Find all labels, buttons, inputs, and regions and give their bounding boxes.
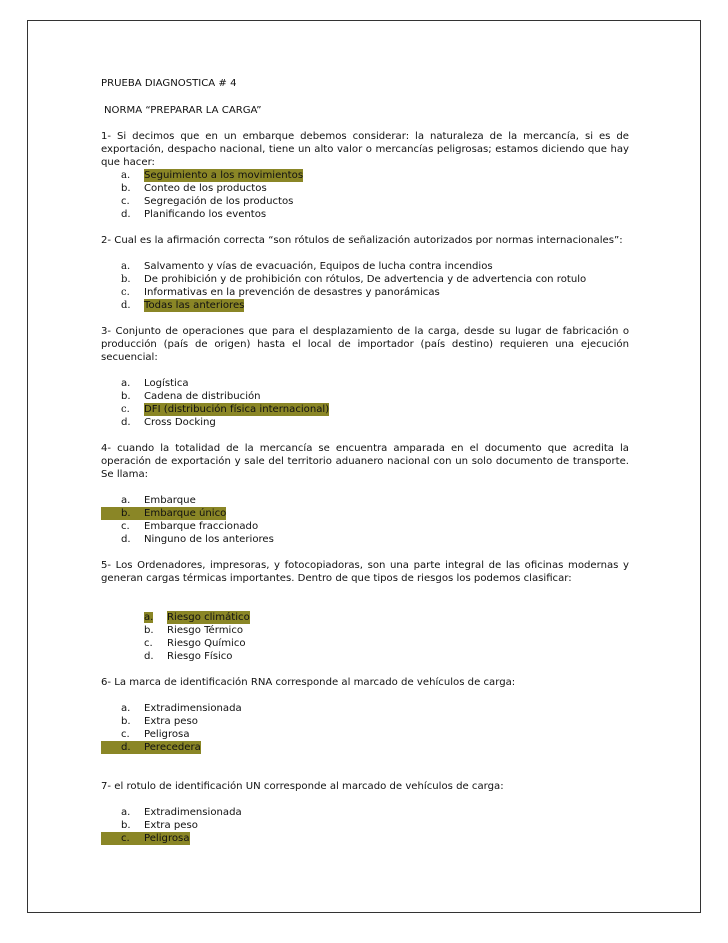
option-text: Extradimensionada [144,703,242,714]
option-letter: b. [121,820,131,831]
question-7-text: 7- el rotulo de identificación UN corresponde al marcado de vehículos de carga: [101,781,504,792]
question-2-option-d [101,299,629,312]
question-6-text: 6- La marca de identificación RNA corresponde al marcado de vehículos de carga: [101,677,516,688]
option-letter: b. [101,507,144,520]
question-6-option-d [101,741,629,754]
question-3-option-d [101,416,629,429]
question-5-text: 5- Los Ordenadores, impresoras, y fotocopiadoras, son una parte integral de las oficinas modernas y generan cargas térmicas importantes. Dentro de que tipos de riesgos los podemos clasificar: [101,560,629,584]
option-letter: a. [121,807,131,818]
option-text-highlighted: DFI (distribución física internacional) [144,404,330,415]
option-letter: c. [121,404,130,415]
question-7-option-c [101,832,629,845]
option-letter: a. [121,378,131,389]
option-letter: b. [121,391,131,402]
document-body [101,77,629,858]
option-letter: c. [144,638,153,649]
option-text-highlighted: Seguimiento a los movimientos [144,170,304,181]
option-letter: c. [121,196,130,207]
question-2-option-c [101,286,629,299]
option-text: Riesgo Térmico [167,625,244,636]
option-text: Cadena de distribución [144,391,261,402]
option-letter-highlight: a. [144,612,154,623]
option-text-highlighted: Perecedera [144,742,201,753]
question-5-option-c [101,637,629,650]
question-3-option-b [101,390,629,403]
option-letter: b. [121,274,131,285]
option-letter: c. [121,521,130,532]
question-1-option-a [101,169,629,182]
question-2-text: 2- Cual es la afirmación correcta “son rótulos de señalización autorizados por normas internacionales”: [101,235,623,246]
option-letter: a. [121,703,131,714]
question-6-options [101,702,629,754]
option-text: Peligrosa [144,729,190,740]
option-letter: d. [121,209,131,220]
question-2-options [101,260,629,312]
option-text: Informativas en la prevención de desastres y panorámicas [144,287,440,298]
question-1-text: 1- Si decimos que en un embarque debemos considerar: la naturaleza de la mercancía, si es de exportación, despacho nacional, tiene un alto valor o mercancías peligrosas; estamos diciendo que hay que hacer: [101,131,629,168]
question-1-option-c [101,195,629,208]
question-7-option-a [101,806,629,819]
option-letter: a. [121,261,131,272]
option-text: Extradimensionada [144,807,242,818]
question-4-options [101,494,629,546]
question-5-option-d [101,650,629,663]
question-1-options [101,169,629,221]
option-text: Logística [144,378,189,389]
option-letter: d. [144,651,154,662]
option-text: Planificando los eventos [144,209,267,220]
option-text-highlighted: Riesgo climático [167,612,250,623]
question-7-options [101,806,629,845]
option-letter: a. [121,170,131,181]
option-letter: b. [121,716,131,727]
question-1-option-d [101,208,629,221]
question-3-options [101,377,629,429]
question-1-option-b [101,182,629,195]
question-4-option-b [101,507,629,520]
question-6-option-c [101,728,629,741]
question-2-option-b [101,273,629,286]
option-text: Ninguno de los anteriores [144,534,274,545]
option-letter: c. [121,287,130,298]
page-subtitle: NORMA “PREPARAR LA CARGA” [104,105,262,116]
question-6-option-a [101,702,629,715]
option-text-highlighted: Peligrosa [144,833,190,844]
option-letter: d. [121,300,131,311]
option-letter: b. [121,183,131,194]
option-text: Riesgo Químico [167,638,246,649]
page-title: PRUEBA DIAGNOSTICA # 4 [101,78,237,89]
question-5-options [101,611,629,663]
option-text: Segregación de los productos [144,196,294,207]
question-3-option-c [101,403,629,416]
option-letter: b. [144,625,154,636]
option-letter: d. [101,741,144,754]
option-text-highlighted: Embarque único [144,508,227,519]
option-text: Embarque fraccionado [144,521,259,532]
question-5-option-b [101,624,629,637]
option-text: Extra peso [144,716,198,727]
option-text: Riesgo Físico [167,651,233,662]
question-2-option-a [101,260,629,273]
question-4-option-c [101,520,629,533]
option-letter: c. [101,832,144,845]
option-letter: d. [121,534,131,545]
option-text: Conteo de los productos [144,183,267,194]
question-3-option-a [101,377,629,390]
option-letter: d. [121,417,131,428]
option-text: Cross Docking [144,417,216,428]
question-6-option-b [101,715,629,728]
question-7-option-b [101,819,629,832]
option-text: Salvamento y vías de evacuación, Equipos de lucha contra incendios [144,261,493,272]
option-text: Extra peso [144,820,198,831]
option-letter: a. [121,495,131,506]
option-text-highlighted: Todas las anteriores [144,300,245,311]
question-4-option-d [101,533,629,546]
option-letter: c. [121,729,130,740]
question-4-text: 4- cuando la totalidad de la mercancía se encuentra amparada en el documento que acredita la operación de exportación y sale del territorio aduanero nacional con un solo documento de transporte. Se llama: [101,443,629,480]
question-3-text: 3- Conjunto de operaciones que para el desplazamiento de la carga, desde su lugar de fabricación o producción (país de origen) hasta el local de importador (país destino) requieren una ejecución secuencial: [101,326,629,363]
option-text: Embarque [144,495,196,506]
option-text: De prohibición y de prohibición con rótulos, De advertencia y de advertencia con rotulo [144,274,587,285]
option-letter [101,611,167,624]
question-4-option-a [101,494,629,507]
question-5-option-a [101,611,629,624]
